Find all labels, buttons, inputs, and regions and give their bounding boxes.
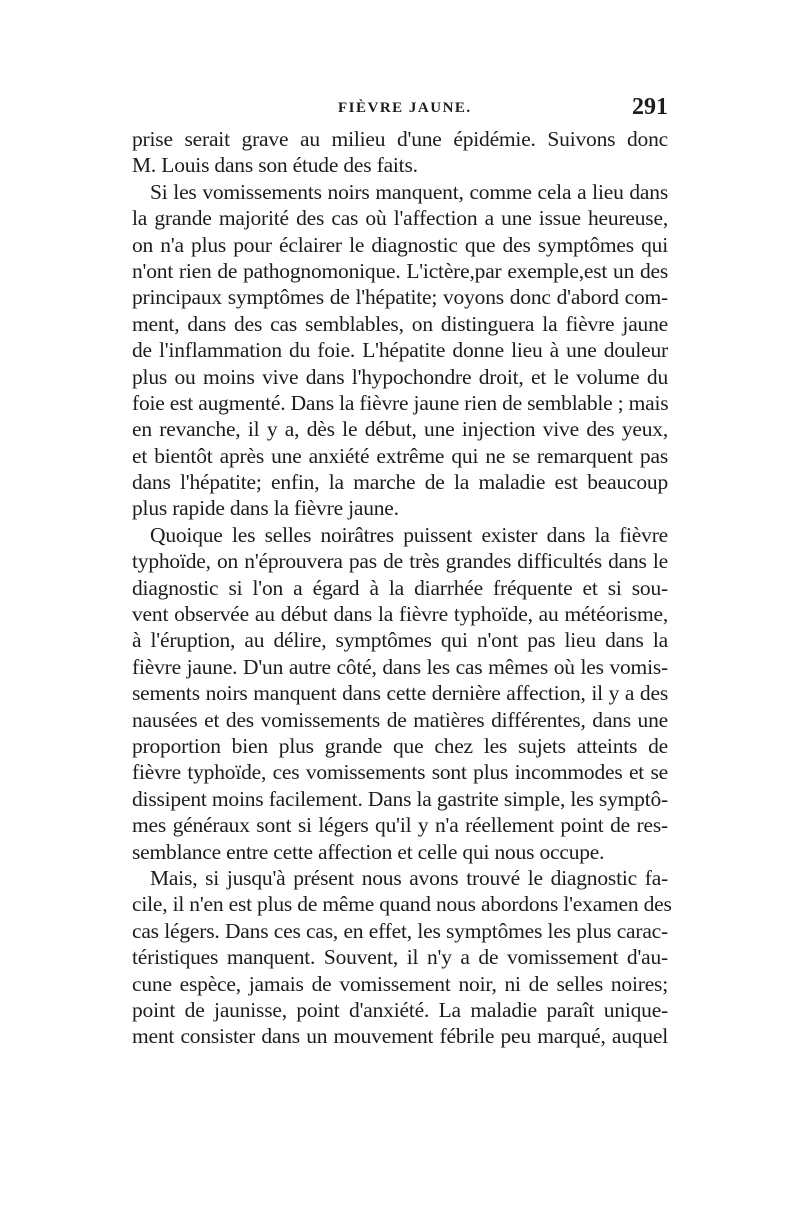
text-line: n'ont rien de pathognomonique. L'ictère,par exemple,est un des bbox=[132, 258, 668, 283]
text-line: cile, il n'en est plus de même quand nous abordons l'examen des bbox=[132, 892, 672, 917]
text-line: à l'éruption, au délire, symptômes qui n'ont pas lieu dans la bbox=[132, 628, 668, 653]
paragraph-first-line: Mais, si jusqu'à présent nous avons trouvé le diagnostic fa- bbox=[150, 865, 668, 890]
text-line: mes généraux sont si légers qu'il y n'a réellement point de res- bbox=[132, 813, 668, 838]
text-line: diagnostic si l'on a égard à la diarrhée fréquente et si sou- bbox=[132, 575, 668, 600]
text-line: plus ou moins vive dans l'hypochondre droit, et le volume du bbox=[132, 364, 668, 389]
text-line: cas légers. Dans ces cas, en effet, les symptômes les plus carac- bbox=[132, 918, 668, 943]
text-line: ment consister dans un mouvement fébrile peu marqué, auquel bbox=[132, 1024, 668, 1049]
text-line: fièvre jaune. D'un autre côté, dans les cas mêmes où les vomis- bbox=[132, 654, 668, 679]
text-line: semblance entre cette affection et celle qui nous occupe. bbox=[132, 839, 605, 864]
text-line: téristiques manquent. Souvent, il n'y a de vomissement d'au- bbox=[132, 945, 668, 970]
page-number: 291 bbox=[632, 94, 668, 120]
paragraph-first-line: Quoique les selles noirâtres puissent exister dans la fièvre bbox=[150, 522, 668, 547]
text-line: en revanche, il y a, dès le début, une injection vive des yeux, bbox=[132, 417, 668, 442]
text-line: dissipent moins facilement. Dans la gastrite simple, les symptô- bbox=[132, 786, 668, 811]
text-line: cune espèce, jamais de vomissement noir, ni de selles noires; bbox=[132, 971, 668, 996]
text-line: proportion bien plus grande que chez les sujets atteints de bbox=[132, 733, 668, 758]
text-line: plus rapide dans la fièvre jaune. bbox=[132, 496, 399, 521]
text-line: prise serait grave au milieu d'une épidémie. Suivons donc bbox=[132, 127, 668, 151]
text-line: de l'inflammation du foie. L'hépatite donne lieu à une douleur bbox=[132, 338, 668, 363]
text-line: la grande majorité des cas où l'affection a une issue heureuse, bbox=[132, 206, 668, 231]
text-line: point de jaunisse, point d'anxiété. La maladie paraît unique- bbox=[132, 997, 668, 1022]
running-head bbox=[132, 94, 668, 122]
text-line: fièvre typhoïde, ces vomissements sont plus incommodes et se bbox=[132, 760, 668, 785]
text-line: vent observée au début dans la fièvre typhoïde, au météorisme, bbox=[132, 602, 668, 627]
text-line: foie est augmenté. Dans la fièvre jaune rien de semblable ; mais bbox=[132, 390, 669, 415]
body-text bbox=[132, 126, 672, 1050]
text-line: on n'a plus pour éclairer le diagnostic que des symptômes qui bbox=[132, 232, 668, 257]
text-line: dans l'hépatite; enfin, la marche de la maladie est beaucoup bbox=[132, 470, 668, 495]
paragraph-first-line: Si les vomissements noirs manquent, comme cela a lieu dans bbox=[150, 179, 668, 204]
text-line: principaux symptômes de l'hépatite; voyons donc d'abord com- bbox=[132, 285, 668, 310]
text-line: typhoïde, on n'éprouvera pas de très grandes difficultés dans le bbox=[132, 549, 668, 574]
text-line: et bientôt après une anxiété extrême qui ne se remarquent pas bbox=[132, 443, 668, 468]
text-line: sements noirs manquent dans cette dernière affection, il y a des bbox=[132, 681, 668, 706]
text-line: nausées et des vomissements de matières différentes, dans une bbox=[132, 707, 668, 732]
running-title: FIÈVRE JAUNE. bbox=[338, 100, 472, 116]
text-line: ment, dans des cas semblables, on distinguera la fièvre jaune bbox=[132, 311, 668, 336]
text-line: M. Louis dans son étude des faits. bbox=[132, 153, 418, 178]
